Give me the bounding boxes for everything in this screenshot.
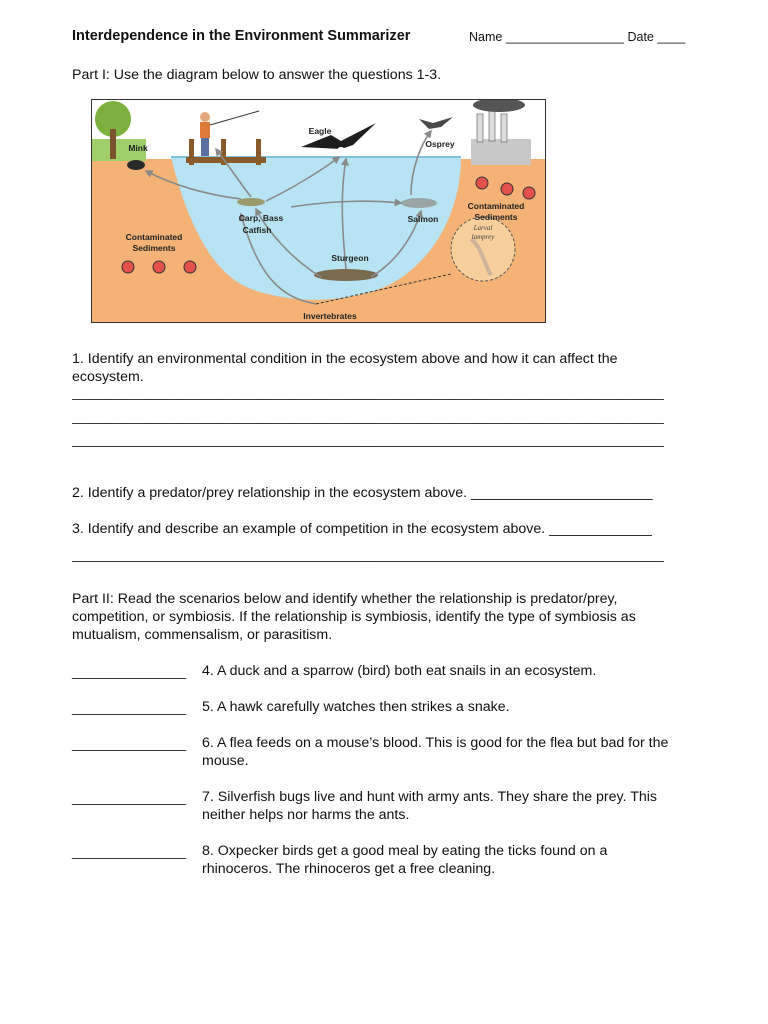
answer-line[interactable]: ____________________________________________________________________________: [72, 431, 664, 447]
scenario-text: 5. A hawk carefully watches then strikes a snake.: [202, 699, 510, 715]
mink-icon: [127, 160, 145, 170]
part1-instruction: Part I: Use the diagram below to answer the questions 1-3.: [72, 67, 442, 83]
answer-blank[interactable]: _______________: [72, 735, 186, 751]
answer-line[interactable]: ____________________________________________________________________________: [72, 546, 664, 562]
ecosystem-diagram: [91, 99, 546, 323]
carp-icon: [237, 198, 265, 206]
question-3: 3. Identify and describe an example of competition in the ecosystem above. _____________: [72, 521, 652, 537]
label-contaminated-left-1: Contaminated: [125, 232, 183, 242]
scenario-6: [72, 734, 702, 772]
label-larval-2: lamprey: [471, 233, 495, 241]
label-mink: Mink: [128, 143, 148, 153]
question-2: 2. Identify a predator/prey relationship in the ecosystem above. _______________________: [72, 485, 653, 501]
label-contaminated-right-1: Contaminated: [467, 201, 525, 211]
question-1: 1. Identify an environmental condition in the ecosystem above and how it can affect the ecosystem.: [72, 351, 618, 385]
scenario-text: 8. Oxpecker birds get a good meal by eating the ticks found on a rhinoceros. The rhinoceros get a free cleaning.: [202, 843, 608, 877]
label-salmon: Salmon: [407, 214, 439, 224]
answer-blank[interactable]: _______________: [72, 789, 186, 805]
label-contaminated-left-2: Sediments: [132, 243, 176, 253]
scenario-4: [72, 662, 702, 682]
label-invertebrates: Invertebrates: [303, 311, 357, 321]
label-contaminated-right-2: Sediments: [474, 212, 518, 222]
label-osprey: Osprey: [425, 139, 455, 149]
fisherman: [200, 112, 210, 122]
label-catfish: Catfish: [242, 225, 272, 235]
scenario-text: 4. A duck and a sparrow (bird) both eat snails in an ecosystem.: [202, 663, 597, 679]
worksheet-title: Interdependence in the Environment Summarizer: [72, 28, 411, 44]
answer-blank[interactable]: _______________: [72, 843, 186, 859]
scenario-text: 6. A flea feeds on a mouse’s blood. This is good for the flea but bad for the mouse.: [202, 735, 669, 769]
factory: [471, 139, 531, 165]
answer-blank[interactable]: _______________: [72, 699, 186, 715]
q1-answer-lines[interactable]: [72, 384, 694, 455]
label-sturgeon: Sturgeon: [331, 253, 369, 263]
scenario-7: [72, 788, 702, 826]
salmon-icon: [401, 198, 437, 208]
sturgeon-icon: [314, 269, 378, 281]
q3-answer-line[interactable]: [72, 546, 694, 570]
answer-line[interactable]: ____________________________________________________________________________: [72, 407, 664, 424]
scenario-5: [72, 698, 702, 718]
scenario-text: 7. Silverfish bugs live and hunt with army ants. They share the prey. This neither helps nor harms the ants.: [202, 789, 658, 823]
answer-blank[interactable]: _______________: [72, 663, 186, 679]
name-date-field[interactable]: Name _________________ Date ____: [469, 30, 686, 44]
part2-instruction: Part II: Read the scenarios below and identify whether the relationship is predator/prey, competition, or symbiosis. If the relationship is symbiosis, identify the type of symbiosis as mutualism, commensalism, or parasitism.: [72, 591, 636, 643]
label-larval-1: Larval: [473, 224, 493, 232]
answer-line[interactable]: ____________________________________________________________________________: [72, 384, 664, 400]
scenario-8: [72, 842, 702, 880]
label-eagle: Eagle: [308, 126, 332, 136]
label-carp: Carp, Bass: [238, 213, 284, 223]
